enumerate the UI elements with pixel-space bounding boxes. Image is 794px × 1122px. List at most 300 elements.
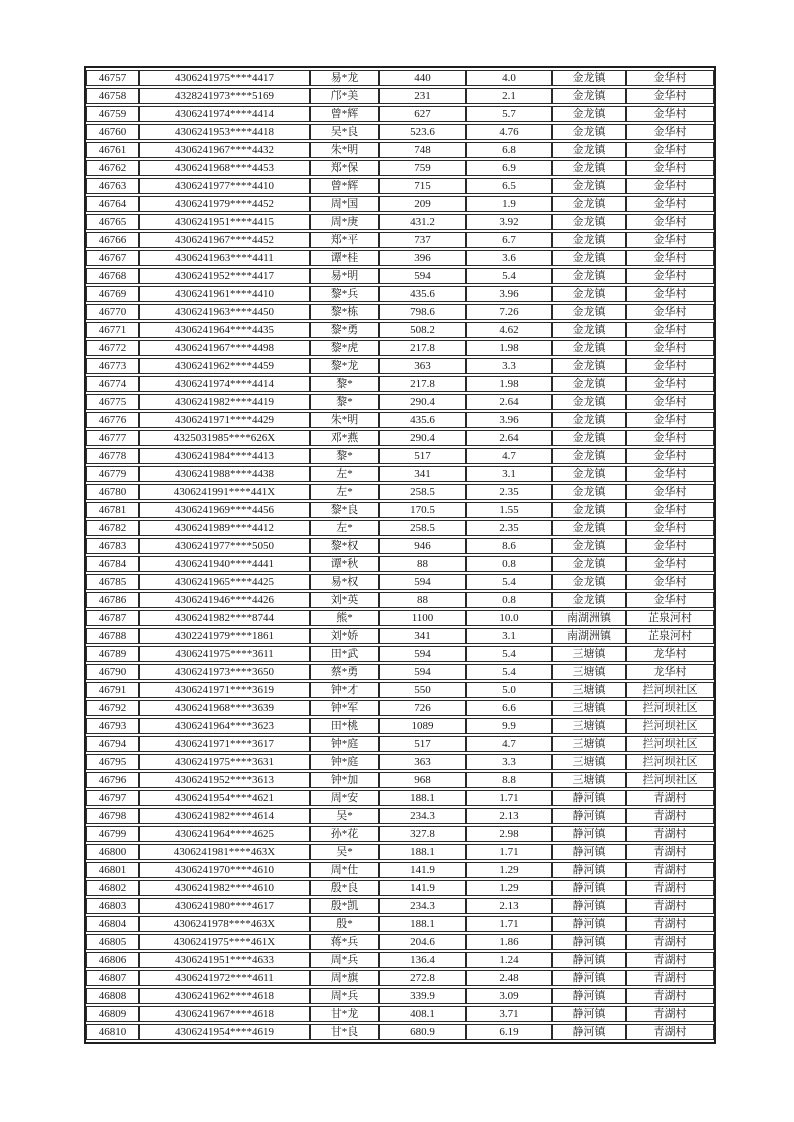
- cell-town: 金龙镇: [552, 250, 626, 266]
- cell-town: 静河镇: [552, 916, 626, 932]
- cell-name: 刘*娇: [310, 628, 379, 644]
- table-row: [86, 448, 714, 464]
- cell-name: 谭*秋: [310, 556, 379, 572]
- cell-rate: 4.62: [466, 322, 552, 338]
- cell-rate: 1.98: [466, 340, 552, 356]
- table-row: [86, 862, 714, 878]
- cell-id-number: 4306241974****4414: [139, 106, 310, 122]
- cell-amount: 209: [379, 196, 466, 212]
- cell-town: 静河镇: [552, 898, 626, 914]
- cell-id-number: 4306241970****4610: [139, 862, 310, 878]
- cell-village: 青湖村: [626, 898, 714, 914]
- cell-serial: 46770: [86, 304, 139, 320]
- table-row: [86, 538, 714, 554]
- table-row: [86, 754, 714, 770]
- cell-rate: 10.0: [466, 610, 552, 626]
- cell-id-number: 4306241968****3639: [139, 700, 310, 716]
- table-row: [86, 880, 714, 896]
- cell-village: 金华村: [626, 214, 714, 230]
- cell-id-number: 4306241952****4417: [139, 268, 310, 284]
- cell-serial: 46801: [86, 862, 139, 878]
- cell-name: 钟*军: [310, 700, 379, 716]
- cell-town: 三塘镇: [552, 700, 626, 716]
- cell-serial: 46807: [86, 970, 139, 986]
- cell-name: 殷*良: [310, 880, 379, 896]
- cell-id-number: 4306241961****4410: [139, 286, 310, 302]
- cell-town: 金龙镇: [552, 520, 626, 536]
- cell-town: 金龙镇: [552, 232, 626, 248]
- table-row: [86, 844, 714, 860]
- cell-name: 周*安: [310, 790, 379, 806]
- cell-village: 金华村: [626, 502, 714, 518]
- table-row: [86, 970, 714, 986]
- cell-town: 静河镇: [552, 970, 626, 986]
- table-row: [86, 88, 714, 104]
- cell-name: 邝*美: [310, 88, 379, 104]
- cell-serial: 46803: [86, 898, 139, 914]
- table-row: [86, 736, 714, 752]
- cell-rate: 4.7: [466, 448, 552, 464]
- cell-town: 静河镇: [552, 952, 626, 968]
- cell-id-number: 4306241989****4412: [139, 520, 310, 536]
- cell-rate: 3.3: [466, 754, 552, 770]
- cell-id-number: 4325031985****626X: [139, 430, 310, 446]
- cell-amount: 627: [379, 106, 466, 122]
- cell-amount: 141.9: [379, 880, 466, 896]
- cell-serial: 46810: [86, 1024, 139, 1040]
- cell-village: 金华村: [626, 286, 714, 302]
- cell-rate: 6.7: [466, 232, 552, 248]
- cell-id-number: 4306241964****4435: [139, 322, 310, 338]
- cell-serial: 46778: [86, 448, 139, 464]
- cell-serial: 46809: [86, 1006, 139, 1022]
- cell-id-number: 4306241965****4425: [139, 574, 310, 590]
- cell-amount: 594: [379, 268, 466, 284]
- cell-amount: 594: [379, 664, 466, 680]
- table-row: [86, 70, 714, 86]
- cell-rate: 3.71: [466, 1006, 552, 1022]
- cell-serial: 46804: [86, 916, 139, 932]
- cell-village: 拦河坝社区: [626, 682, 714, 698]
- cell-serial: 46773: [86, 358, 139, 374]
- cell-town: 金龙镇: [552, 268, 626, 284]
- table-row: [86, 484, 714, 500]
- cell-amount: 517: [379, 448, 466, 464]
- cell-serial: 46768: [86, 268, 139, 284]
- cell-serial: 46765: [86, 214, 139, 230]
- cell-village: 芷泉河村: [626, 610, 714, 626]
- cell-name: 田*武: [310, 646, 379, 662]
- cell-village: 青湖村: [626, 808, 714, 824]
- cell-serial: 46781: [86, 502, 139, 518]
- cell-village: 金华村: [626, 304, 714, 320]
- cell-village: 青湖村: [626, 934, 714, 950]
- cell-amount: 396: [379, 250, 466, 266]
- cell-rate: 6.8: [466, 142, 552, 158]
- cell-rate: 2.13: [466, 808, 552, 824]
- cell-id-number: 4306241962****4618: [139, 988, 310, 1004]
- cell-id-number: 4306241982****4614: [139, 808, 310, 824]
- cell-rate: 6.19: [466, 1024, 552, 1040]
- cell-amount: 517: [379, 736, 466, 752]
- cell-village: 青湖村: [626, 988, 714, 1004]
- cell-rate: 3.3: [466, 358, 552, 374]
- table-row: [86, 178, 714, 194]
- cell-town: 静河镇: [552, 862, 626, 878]
- cell-amount: 188.1: [379, 790, 466, 806]
- cell-rate: 5.0: [466, 682, 552, 698]
- cell-village: 青湖村: [626, 790, 714, 806]
- cell-amount: 759: [379, 160, 466, 176]
- cell-rate: 3.1: [466, 628, 552, 644]
- cell-id-number: 4306241940****4441: [139, 556, 310, 572]
- cell-name: 吴*: [310, 808, 379, 824]
- table-row: [86, 988, 714, 1004]
- cell-name: 黎*: [310, 376, 379, 392]
- cell-serial: 46772: [86, 340, 139, 356]
- table-row: [86, 304, 714, 320]
- cell-id-number: 4306241980****4617: [139, 898, 310, 914]
- table-row: [86, 700, 714, 716]
- cell-serial: 46759: [86, 106, 139, 122]
- cell-town: 三塘镇: [552, 772, 626, 788]
- cell-village: 青湖村: [626, 1024, 714, 1040]
- cell-amount: 523.6: [379, 124, 466, 140]
- cell-rate: 1.71: [466, 916, 552, 932]
- cell-village: 金华村: [626, 358, 714, 374]
- cell-id-number: 4306241988****4438: [139, 466, 310, 482]
- cell-amount: 363: [379, 358, 466, 374]
- cell-name: 黎*: [310, 448, 379, 464]
- cell-amount: 946: [379, 538, 466, 554]
- cell-id-number: 4306241981****463X: [139, 844, 310, 860]
- cell-amount: 1089: [379, 718, 466, 734]
- cell-id-number: 4306241964****4625: [139, 826, 310, 842]
- table-row: [86, 502, 714, 518]
- cell-rate: 1.29: [466, 880, 552, 896]
- cell-rate: 5.4: [466, 664, 552, 680]
- table-row: [86, 1006, 714, 1022]
- cell-serial: 46796: [86, 772, 139, 788]
- cell-name: 谭*桂: [310, 250, 379, 266]
- table-row: [86, 556, 714, 572]
- cell-rate: 1.86: [466, 934, 552, 950]
- cell-serial: 46799: [86, 826, 139, 842]
- cell-village: 金华村: [626, 556, 714, 572]
- cell-amount: 234.3: [379, 808, 466, 824]
- cell-amount: 737: [379, 232, 466, 248]
- cell-town: 金龙镇: [552, 430, 626, 446]
- cell-id-number: 4306241977****5050: [139, 538, 310, 554]
- cell-rate: 3.6: [466, 250, 552, 266]
- cell-amount: 408.1: [379, 1006, 466, 1022]
- cell-id-number: 4306241967****4498: [139, 340, 310, 356]
- cell-rate: 1.71: [466, 844, 552, 860]
- cell-name: 周*国: [310, 196, 379, 212]
- cell-serial: 46757: [86, 70, 139, 86]
- table-row: [86, 124, 714, 140]
- table-row: [86, 466, 714, 482]
- table-row: [86, 520, 714, 536]
- cell-id-number: 4306241975****3631: [139, 754, 310, 770]
- cell-id-number: 4306241963****4411: [139, 250, 310, 266]
- cell-serial: 46769: [86, 286, 139, 302]
- cell-village: 金华村: [626, 88, 714, 104]
- table-row: [86, 250, 714, 266]
- cell-name: 甘*良: [310, 1024, 379, 1040]
- cell-id-number: 4306241984****4413: [139, 448, 310, 464]
- table-row: [86, 682, 714, 698]
- cell-town: 静河镇: [552, 808, 626, 824]
- cell-rate: 8.8: [466, 772, 552, 788]
- cell-village: 龙华村: [626, 664, 714, 680]
- table-row: [86, 628, 714, 644]
- cell-amount: 508.2: [379, 322, 466, 338]
- cell-name: 周*兵: [310, 988, 379, 1004]
- cell-amount: 550: [379, 682, 466, 698]
- cell-name: 蒋*兵: [310, 934, 379, 950]
- cell-amount: 968: [379, 772, 466, 788]
- cell-name: 田*桃: [310, 718, 379, 734]
- cell-id-number: 4306241969****4456: [139, 502, 310, 518]
- cell-amount: 363: [379, 754, 466, 770]
- cell-id-number: 4306241979****4452: [139, 196, 310, 212]
- table-row: [86, 160, 714, 176]
- cell-name: 郑*保: [310, 160, 379, 176]
- cell-amount: 327.8: [379, 826, 466, 842]
- cell-village: 金华村: [626, 376, 714, 392]
- cell-amount: 715: [379, 178, 466, 194]
- table-row: [86, 718, 714, 734]
- table-row: [86, 142, 714, 158]
- table-row: [86, 664, 714, 680]
- cell-serial: 46782: [86, 520, 139, 536]
- cell-town: 南湖洲镇: [552, 628, 626, 644]
- roster-table: [86, 68, 714, 1042]
- cell-village: 金华村: [626, 70, 714, 86]
- table-row: [86, 430, 714, 446]
- cell-town: 静河镇: [552, 880, 626, 896]
- cell-rate: 2.64: [466, 394, 552, 410]
- cell-amount: 136.4: [379, 952, 466, 968]
- cell-rate: 1.55: [466, 502, 552, 518]
- cell-name: 黎*龙: [310, 358, 379, 374]
- cell-name: 左*: [310, 484, 379, 500]
- cell-name: 周*兵: [310, 952, 379, 968]
- cell-rate: 1.98: [466, 376, 552, 392]
- cell-village: 金华村: [626, 448, 714, 464]
- cell-serial: 46776: [86, 412, 139, 428]
- cell-village: 拦河坝社区: [626, 700, 714, 716]
- table-row: [86, 412, 714, 428]
- table-row: [86, 1024, 714, 1040]
- cell-amount: 726: [379, 700, 466, 716]
- cell-id-number: 4306241971****4429: [139, 412, 310, 428]
- cell-id-number: 4306241973****3650: [139, 664, 310, 680]
- cell-id-number: 4306241977****4410: [139, 178, 310, 194]
- cell-village: 青湖村: [626, 826, 714, 842]
- cell-name: 周*仕: [310, 862, 379, 878]
- cell-serial: 46790: [86, 664, 139, 680]
- cell-amount: 435.6: [379, 412, 466, 428]
- cell-name: 周*庚: [310, 214, 379, 230]
- cell-town: 金龙镇: [552, 70, 626, 86]
- cell-town: 静河镇: [552, 826, 626, 842]
- cell-id-number: 4306241951****4633: [139, 952, 310, 968]
- cell-village: 青湖村: [626, 952, 714, 968]
- cell-id-number: 4302241979****1861: [139, 628, 310, 644]
- cell-amount: 1100: [379, 610, 466, 626]
- cell-amount: 234.3: [379, 898, 466, 914]
- cell-rate: 2.48: [466, 970, 552, 986]
- cell-serial: 46785: [86, 574, 139, 590]
- cell-serial: 46771: [86, 322, 139, 338]
- cell-amount: 272.8: [379, 970, 466, 986]
- cell-name: 易*明: [310, 268, 379, 284]
- cell-town: 金龙镇: [552, 538, 626, 554]
- cell-id-number: 4306241963****4450: [139, 304, 310, 320]
- cell-town: 金龙镇: [552, 160, 626, 176]
- cell-serial: 46766: [86, 232, 139, 248]
- cell-town: 金龙镇: [552, 124, 626, 140]
- cell-name: 吴*良: [310, 124, 379, 140]
- cell-name: 朱*明: [310, 142, 379, 158]
- cell-village: 金华村: [626, 538, 714, 554]
- cell-village: 龙华村: [626, 646, 714, 662]
- table-row: [86, 934, 714, 950]
- cell-name: 易*龙: [310, 70, 379, 86]
- cell-serial: 46795: [86, 754, 139, 770]
- table-row: [86, 196, 714, 212]
- cell-rate: 3.1: [466, 466, 552, 482]
- cell-rate: 3.09: [466, 988, 552, 1004]
- cell-town: 金龙镇: [552, 142, 626, 158]
- cell-rate: 2.35: [466, 484, 552, 500]
- cell-amount: 594: [379, 646, 466, 662]
- cell-village: 金华村: [626, 106, 714, 122]
- cell-amount: 88: [379, 592, 466, 608]
- cell-amount: 431.2: [379, 214, 466, 230]
- cell-village: 青湖村: [626, 844, 714, 860]
- cell-village: 拦河坝社区: [626, 736, 714, 752]
- cell-name: 孙*花: [310, 826, 379, 842]
- table-row: [86, 268, 714, 284]
- cell-serial: 46794: [86, 736, 139, 752]
- cell-town: 金龙镇: [552, 484, 626, 500]
- cell-town: 金龙镇: [552, 340, 626, 356]
- cell-name: 黎*兵: [310, 286, 379, 302]
- cell-amount: 748: [379, 142, 466, 158]
- cell-village: 青湖村: [626, 970, 714, 986]
- cell-rate: 2.13: [466, 898, 552, 914]
- cell-amount: 141.9: [379, 862, 466, 878]
- cell-amount: 435.6: [379, 286, 466, 302]
- cell-rate: 1.71: [466, 790, 552, 806]
- cell-town: 静河镇: [552, 844, 626, 860]
- table-body: [86, 70, 714, 1040]
- table-row: [86, 286, 714, 302]
- roster-table-container: [84, 66, 716, 1044]
- cell-serial: 46764: [86, 196, 139, 212]
- cell-serial: 46789: [86, 646, 139, 662]
- cell-town: 静河镇: [552, 1006, 626, 1022]
- cell-village: 金华村: [626, 574, 714, 590]
- cell-village: 拦河坝社区: [626, 754, 714, 770]
- cell-village: 金华村: [626, 466, 714, 482]
- cell-name: 钟*才: [310, 682, 379, 698]
- cell-serial: 46805: [86, 934, 139, 950]
- cell-amount: 204.6: [379, 934, 466, 950]
- cell-village: 金华村: [626, 322, 714, 338]
- cell-rate: 3.96: [466, 286, 552, 302]
- table-row: [86, 358, 714, 374]
- cell-town: 金龙镇: [552, 214, 626, 230]
- cell-id-number: 4306241967****4452: [139, 232, 310, 248]
- cell-id-number: 4306241952****3613: [139, 772, 310, 788]
- cell-rate: 5.4: [466, 646, 552, 662]
- cell-amount: 217.8: [379, 340, 466, 356]
- cell-name: 黎*权: [310, 538, 379, 554]
- cell-id-number: 4306241962****4459: [139, 358, 310, 374]
- cell-serial: 46775: [86, 394, 139, 410]
- cell-rate: 6.5: [466, 178, 552, 194]
- cell-amount: 290.4: [379, 430, 466, 446]
- cell-serial: 46806: [86, 952, 139, 968]
- cell-rate: 4.76: [466, 124, 552, 140]
- cell-town: 金龙镇: [552, 88, 626, 104]
- cell-rate: 9.9: [466, 718, 552, 734]
- cell-amount: 88: [379, 556, 466, 572]
- cell-village: 金华村: [626, 394, 714, 410]
- cell-name: 邓*燕: [310, 430, 379, 446]
- cell-serial: 46787: [86, 610, 139, 626]
- cell-village: 青湖村: [626, 862, 714, 878]
- cell-id-number: 4306241954****4619: [139, 1024, 310, 1040]
- cell-rate: 0.8: [466, 556, 552, 572]
- cell-amount: 188.1: [379, 844, 466, 860]
- cell-serial: 46783: [86, 538, 139, 554]
- table-row: [86, 952, 714, 968]
- cell-id-number: 4306241978****463X: [139, 916, 310, 932]
- cell-town: 金龙镇: [552, 412, 626, 428]
- cell-town: 三塘镇: [552, 754, 626, 770]
- cell-amount: 594: [379, 574, 466, 590]
- cell-town: 金龙镇: [552, 466, 626, 482]
- cell-village: 金华村: [626, 250, 714, 266]
- cell-village: 拦河坝社区: [626, 772, 714, 788]
- cell-serial: 46767: [86, 250, 139, 266]
- cell-name: 曾*辉: [310, 178, 379, 194]
- cell-name: 吴*: [310, 844, 379, 860]
- cell-town: 金龙镇: [552, 448, 626, 464]
- cell-amount: 341: [379, 466, 466, 482]
- cell-name: 黎*栋: [310, 304, 379, 320]
- cell-town: 金龙镇: [552, 304, 626, 320]
- cell-id-number: 4306241953****4418: [139, 124, 310, 140]
- cell-village: 芷泉河村: [626, 628, 714, 644]
- cell-town: 静河镇: [552, 988, 626, 1004]
- cell-town: 金龙镇: [552, 502, 626, 518]
- table-row: [86, 808, 714, 824]
- cell-town: 金龙镇: [552, 286, 626, 302]
- cell-name: 钟*庭: [310, 754, 379, 770]
- cell-id-number: 4306241951****4415: [139, 214, 310, 230]
- cell-town: 金龙镇: [552, 106, 626, 122]
- cell-serial: 46793: [86, 718, 139, 734]
- cell-name: 殷*: [310, 916, 379, 932]
- cell-village: 金华村: [626, 142, 714, 158]
- cell-rate: 1.29: [466, 862, 552, 878]
